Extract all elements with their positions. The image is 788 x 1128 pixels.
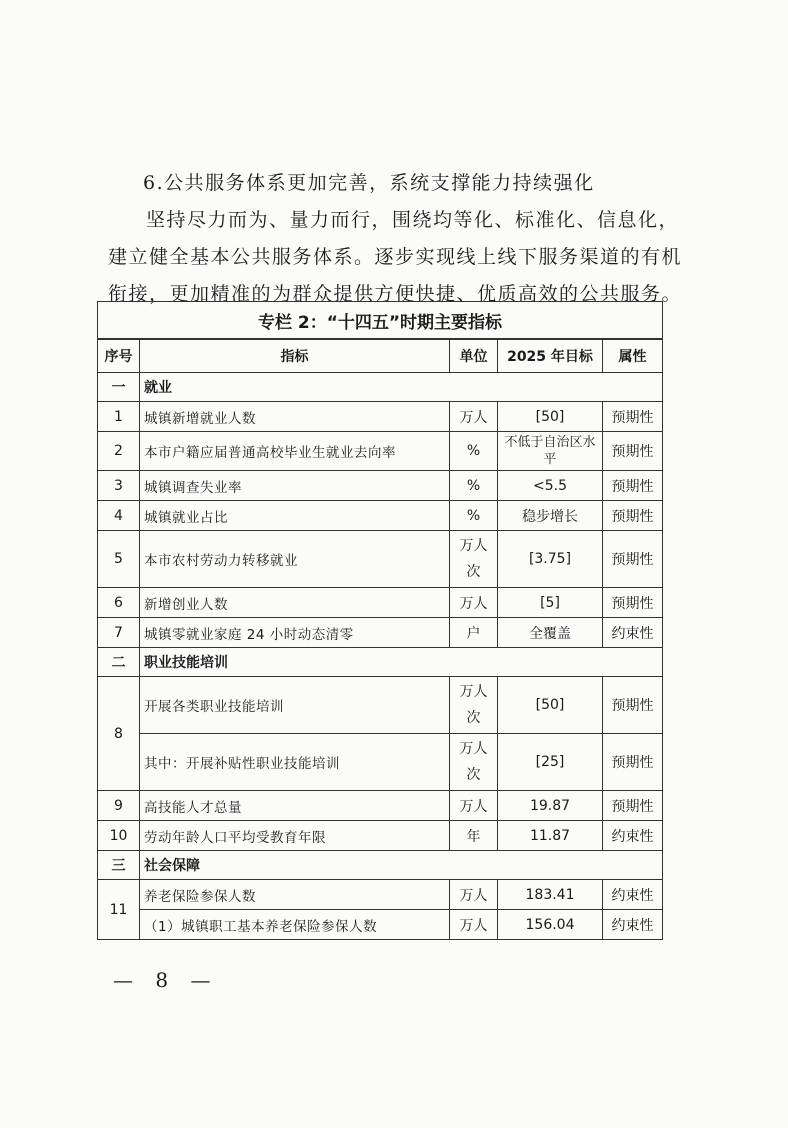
table-row (98, 880, 663, 910)
row-target: 156.04 (498, 910, 603, 940)
row-no: 1 (98, 402, 140, 432)
row-unit: 万人 (450, 402, 498, 432)
row-target: [50] (498, 677, 603, 734)
row-attr: 约束性 (603, 821, 663, 851)
group-row (98, 648, 663, 677)
row-unit: 万人 (450, 791, 498, 821)
row-attr: 约束性 (603, 618, 663, 648)
row-unit: % (450, 501, 498, 531)
group-num: 二 (98, 648, 140, 677)
row-attr: 预期性 (603, 432, 663, 471)
group-num: 三 (98, 851, 140, 880)
table-row (98, 471, 663, 501)
group-title: 职业技能培训 (140, 648, 663, 677)
row-target: [5] (498, 588, 603, 618)
row-attr: 约束性 (603, 880, 663, 910)
row-no: 3 (98, 471, 140, 501)
row-no: 6 (98, 588, 140, 618)
header-indicator: 指标 (140, 339, 450, 373)
table-row (98, 402, 663, 432)
row-no: 9 (98, 791, 140, 821)
table-caption: 专栏 2：“十四五”时期主要指标 (98, 302, 663, 340)
row-no: 2 (98, 432, 140, 471)
row-unit: 万人次 (450, 734, 498, 791)
table-row (98, 618, 663, 648)
row-target: 稳步增长 (498, 501, 603, 531)
row-no: 11 (98, 880, 140, 940)
section-heading: 6.公共服务体系更加完善，系统支撑能力持续强化 (143, 172, 595, 194)
row-attr: 预期性 (603, 677, 663, 734)
row-indicator: 劳动年龄人口平均受教育年限 (140, 821, 450, 851)
row-attr: 预期性 (603, 588, 663, 618)
row-attr: 预期性 (603, 734, 663, 791)
table-row (98, 910, 663, 940)
row-no: 8 (98, 677, 140, 791)
row-indicator: 城镇新增就业人数 (140, 402, 450, 432)
group-title: 就业 (140, 373, 663, 402)
table-row (98, 821, 663, 851)
page-number: — 8 — (113, 968, 219, 992)
row-no: 10 (98, 821, 140, 851)
header-no: 序号 (98, 339, 140, 373)
group-num: 一 (98, 373, 140, 402)
row-target: 11.87 (498, 821, 603, 851)
row-attr: 预期性 (603, 471, 663, 501)
row-target: <5.5 (498, 471, 603, 501)
header-target: 2025 年目标 (498, 339, 603, 373)
row-indicator: 养老保险参保人数 (140, 880, 450, 910)
row-unit: 年 (450, 821, 498, 851)
group-title: 社会保障 (140, 851, 663, 880)
section-paragraph: 坚持尽力而为、量力而行，围绕均等化、标准化、信息化，建立健全基本公共服务体系。逐步实现线上线下服务渠道的有机衔接，更加精准的为群众提供方便快捷、优质高效的公共服务。 (108, 209, 683, 305)
table-row (98, 432, 663, 471)
row-indicator: 本市户籍应届普通高校毕业生就业去向率 (140, 432, 450, 471)
row-indicator: 开展各类职业技能培训 (140, 677, 450, 734)
row-attr: 预期性 (603, 791, 663, 821)
row-indicator: （1）城镇职工基本养老保险参保人数 (140, 910, 450, 940)
indicator-table (97, 301, 663, 940)
row-indicator: 高技能人才总量 (140, 791, 450, 821)
table-row (98, 531, 663, 588)
row-target: 不低于自治区水平 (498, 432, 603, 471)
row-attr: 预期性 (603, 402, 663, 432)
row-unit: 万人 (450, 880, 498, 910)
row-indicator: 城镇零就业家庭 24 小时动态清零 (140, 618, 450, 648)
table-row (98, 501, 663, 531)
row-unit: 万人 (450, 910, 498, 940)
table-row (98, 734, 663, 791)
row-unit: 万人次 (450, 531, 498, 588)
row-indicator: 城镇调查失业率 (140, 471, 450, 501)
row-target: 19.87 (498, 791, 603, 821)
row-no: 7 (98, 618, 140, 648)
table-row (98, 588, 663, 618)
row-no: 5 (98, 531, 140, 588)
row-attr: 约束性 (603, 910, 663, 940)
header-attr: 属性 (603, 339, 663, 373)
row-target: [3.75] (498, 531, 603, 588)
row-target: 183.41 (498, 880, 603, 910)
group-row (98, 373, 663, 402)
row-indicator: 其中：开展补贴性职业技能培训 (140, 734, 450, 791)
row-indicator: 本市农村劳动力转移就业 (140, 531, 450, 588)
row-unit: % (450, 471, 498, 501)
row-unit: 万人次 (450, 677, 498, 734)
row-attr: 预期性 (603, 501, 663, 531)
table-row (98, 791, 663, 821)
group-row (98, 851, 663, 880)
row-unit: % (450, 432, 498, 471)
header-row (98, 339, 663, 373)
row-target: 全覆盖 (498, 618, 603, 648)
row-indicator: 新增创业人数 (140, 588, 450, 618)
row-unit: 户 (450, 618, 498, 648)
row-indicator: 城镇就业占比 (140, 501, 450, 531)
row-unit: 万人 (450, 588, 498, 618)
row-target: [25] (498, 734, 603, 791)
table-row (98, 677, 663, 734)
row-target: [50] (498, 402, 603, 432)
row-no: 4 (98, 501, 140, 531)
header-unit: 单位 (450, 339, 498, 373)
row-attr: 预期性 (603, 531, 663, 588)
